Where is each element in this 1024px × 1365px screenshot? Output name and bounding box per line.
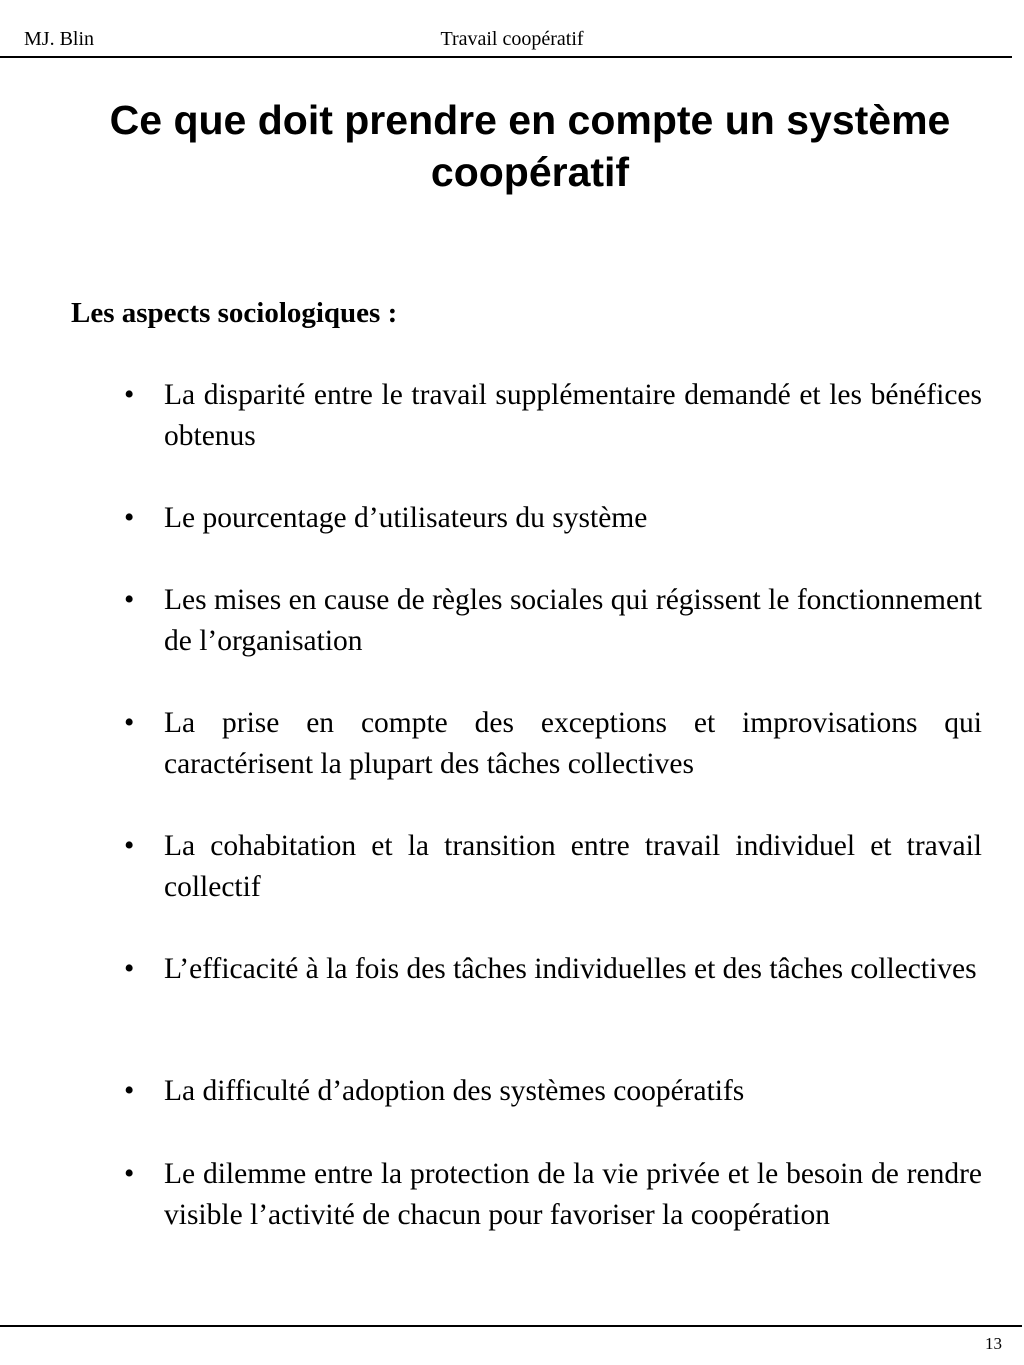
bullet-item: [120, 949, 982, 990]
page-number: 13: [985, 1334, 1002, 1353]
bullet-icon: •: [124, 1075, 135, 1107]
bullet-item: [120, 1071, 982, 1112]
bullet-icon: •: [124, 1158, 135, 1190]
bullet-item: [120, 1154, 982, 1236]
bullet-item: [120, 498, 982, 539]
bullet-item: [120, 826, 982, 908]
author-label: MJ. Blin: [24, 28, 95, 50]
bullet-icon: •: [124, 830, 135, 862]
bullet-text: Le dilemme entre la protection de la vie privée et le besoin de rendre visible l’activité de chacun pour favoriser la coopération: [164, 1158, 982, 1231]
bullet-icon: •: [124, 502, 135, 534]
bullet-text: Les mises en cause de règles sociales qui régissent le fonctionnement de l’organisation: [164, 584, 982, 657]
bullet-item: [120, 703, 982, 785]
bullet-text: La cohabitation et la transition entre travail individuel et travail collectif: [164, 830, 982, 903]
bullet-item: [120, 580, 982, 662]
bullet-icon: •: [124, 584, 135, 616]
section-heading: Les aspects sociologiques :: [71, 297, 398, 329]
bullet-icon: •: [124, 379, 135, 411]
bullet-text: La difficulté d’adoption des systèmes coopératifs: [164, 1075, 745, 1107]
page-title: Ce que doit prendre en compte un système coopératif: [109, 97, 951, 195]
bullet-item: [120, 375, 982, 457]
bullet-icon: •: [124, 953, 135, 985]
bullet-text: L’efficacité à la fois des tâches individuelles et des tâches collectives: [164, 953, 977, 985]
bullet-icon: •: [124, 707, 135, 739]
course-title: Travail coopératif: [440, 28, 584, 50]
bullet-text: Le pourcentage d’utilisateurs du système: [164, 502, 648, 534]
bullet-text: La prise en compte des exceptions et improvisations qui caractérisent la plupart des tâches collectives: [164, 707, 982, 780]
footer-divider: [0, 1325, 1022, 1327]
bullet-text: La disparité entre le travail supplémentaire demandé et les bénéfices obtenus: [164, 379, 982, 452]
